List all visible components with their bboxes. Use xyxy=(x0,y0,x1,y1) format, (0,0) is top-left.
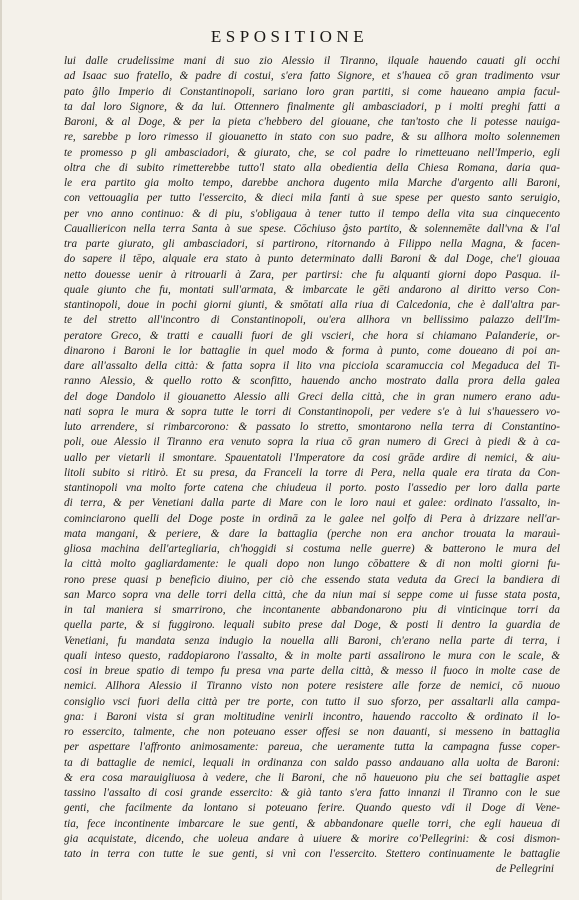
text-line: Venetiani, fu mandata senza indugio la nouella alli Baroni, ch'erano nella parte di terra, i xyxy=(64,634,560,647)
text-line: gliosa machina dell'artegliaria, ch'hoggidi si costuma nelle guerre) & batterono le mura del xyxy=(64,543,560,555)
text-line: litoli subito si ritirò. Et su presa, da Franceli la torre di Pera, nella quale era tirata da Con- xyxy=(64,466,560,479)
text-line: genti, che facilmente da lontano si poteuano ferire. Quando questo vdi il Doge di Vene- xyxy=(64,802,560,815)
text-line: consiglio vsci fuori della città per tre porte, con tutto il suo sforzo, per assaltarli alla campa- xyxy=(64,695,560,708)
text-line: in tal maniera si smarrirono, che incontanente abbandonarono piu di vinticinque torri da xyxy=(64,604,560,616)
text-line: stantinopoli vna molto forte catena che chiudeua il porto. posto l'assedio per loro dalla parte xyxy=(64,482,560,494)
text-line: cominciarono quelli del Doge poste in ordinā za le galee nel golfo di Pera à drizzare nell'ar- xyxy=(64,512,560,525)
text-line: nati sopra le mura & sopra tutte le torri di Constantinopoli, per vedere s'e à lui s'hauessero vo- xyxy=(64,405,560,418)
body-text xyxy=(64,54,560,878)
text-line: oltra che di subito rimetterebbe tutto'l stato alla obedientia della Chiesa Romana, daria qua- xyxy=(64,161,560,174)
text-line: cosi in breue spatio di tempo fu presa vna parte della città, & messo il fuoco in molte case de xyxy=(64,665,560,677)
text-line: nemici. Allhora Alessio il Tiranno visto non potere resistere alle forze de nemici, cō nuouo xyxy=(64,680,560,693)
text-line: le era partito gia molto tempo, darebbe anchora dugento mila Marche d'argento alli Baroni, xyxy=(64,177,560,189)
text-line: gia acquistate, dicendo, che uoleua andare à uiuere & morire co'Pellegrini: & cosi dismon- xyxy=(64,832,560,845)
text-line: te promesso p gli ambasciadori, & giurato, che, se col padre lo rimetteuano nell'Imperio, egli xyxy=(64,146,560,159)
text-line: rono prese quasi p beneficio diuino, per ciò che essendo stata veduta da Greci la bandiera di xyxy=(64,573,560,586)
text-line: stantinopoli, doue in pochi giorni giunti, & smōtati alla riua di Calcedonia, che è dall'altra par- xyxy=(64,299,560,311)
text-line: quali inteso questo, raddopiarono l'assalto, & in molte parti assalirono le mura con le scale, & xyxy=(64,649,560,662)
text-line: per vno anno continuo: & di piu, s'obligaua à tener tutto il tempo della vita sua cinquecento xyxy=(64,207,560,220)
text-line: Baroni, & al Doge, & per la pieta c'hebbero del giouane, che tan'tosto che li potesse nauiga- xyxy=(64,116,560,128)
text-line: tassino l'assalto di cosi grande essercito: & già tanto s'era fatto innanzi il Tiranno con le sue xyxy=(64,787,560,799)
text-line: san Marco sopra vna delle torri della città, che da niun mai si seppe come ui fusse stata posta, xyxy=(64,588,560,601)
page-left-edge xyxy=(0,0,2,900)
text-line: ro essercito, talmente, che non poteuano esser offesi se non dauanti, si messeno in battaglia xyxy=(64,726,560,738)
text-line: per aspettare l'affronto animosamente: pareua, che ueramente tutta la campagna fusse coper- xyxy=(64,741,560,754)
text-line: tia, fece incontinente imbarcare le sue genti, & abbandonare quelle torri, che egli haueua di xyxy=(64,817,560,830)
text-line: dinarono i Baroni le lor battaglie in quel modo & forma à punto, come doueano di poi an- xyxy=(64,344,560,357)
text-line: tato in terra con tutte le sue genti, si vnì con l'essercito. Stettero continuamente le battaglie xyxy=(64,848,560,860)
text-line: Caualliericon nella terra Santa à sue spese. Cōchiuso ĝsto partito, & solennemēte dall'vna & l'al xyxy=(64,222,560,235)
text-line: gna: i Baroni vista si gran moltitudine venirli incontro, hauendo raccolto & ordinato il lo- xyxy=(64,710,560,723)
text-line: luto arrendere, si rimbarcorono: & passato lo stretto, smontarono nella terra di Constantino- xyxy=(64,421,560,433)
text-line: del doge Dandolo il giouanetto Alessio alli Greci della città, che in gran numero erano adu- xyxy=(64,390,560,403)
text-line: & era cosa marauigliuosa à vedere, che li Baroni, che nō haueuono piu che sei battaglie aspet xyxy=(64,771,560,784)
text-line: uallo per vietarli il smontare. Spauentatoli l'Imperatore da cosi grāde ardire di nemici, & aiu- xyxy=(64,451,560,464)
text-line: peratore Greco, & tratti e caualli fuori de gli vscieri, che hora si chiamano Palanderie, or- xyxy=(64,329,560,342)
text-line: dare all'assalto della città: & fatta sopra il lito vna picciola scaramuccia col Megaduca del Ti- xyxy=(64,360,560,372)
text-line: con vettouaglia per tutto l'essercito, & dieci mila fanti à sue spese per questo santo seruigio, xyxy=(64,192,560,205)
text-line: poli, oue Alessio il Tiranno era venuto sopra la riua cō gran numero di Greci à piedi & à ca- xyxy=(64,436,560,449)
text-line: netto douesse uenir à ritrouarli à Zara, per partirsi: che fu alquanti giorni dopo Pasqua. il- xyxy=(64,268,560,281)
text-line: ad Isaac suo fratello, & padre di costui, s'era fatto Signore, et s'hauea cō gran tradimento vsur xyxy=(64,70,560,83)
text-line: quale giunto che fu, montati sull'armata, & imbarcate le gēti andarono al diritto verso Con- xyxy=(64,283,560,296)
text-line: de Pellegrini xyxy=(495,863,554,876)
text-line: tra parte giurato, gli ambasciadori, si partirono, ritornando à Filippo nella Magna, & facen- xyxy=(64,238,560,250)
text-line: do sapere il tēpo, alquale era stato à punto determinato dalli Baroni & dal Doge, che'l giouaa xyxy=(64,253,560,266)
text-line: mata mangani, & periere, & dare la battaglia (perche non era anchor trouata la marauì- xyxy=(64,527,560,540)
text-line: ta di battaglie de nemici, lequali in ordinanza con saldo passo andauano alla uolta de Baroni: xyxy=(64,756,560,769)
page-header: ESPOSITIONE xyxy=(210,27,369,46)
text-line: quella parte, & si fuggirono. lequali subito prese dal Doge, & posti li dentro la guardia de xyxy=(64,619,560,632)
text-line: di terra, & per Venetiani dalla parte di Mare con le loro naui et galee: ordinato l'assalto, in- xyxy=(64,497,560,510)
text-line: ranno Alessio, & quello rotto & sconfitto, hauendo ancho mostrato dalla prora della galea xyxy=(64,375,560,388)
text-line: ta dal loro Signore, & da lui. Ottennero finalmente gli ambasciadori, p i molti preghi fatti a xyxy=(64,100,560,113)
text-line: lui dalle crudelissime mani di suo zio Alessio il Tiranno, ilquale hauendo cauati gli occhi xyxy=(64,55,560,67)
text-line: te del stretto all'incontro di Constantinopoli, ou'era allhora vn bellissimo palazzo dell'Im- xyxy=(64,314,560,327)
text-line: la città molto gagliardamente: le quali dopo non lungo cōbattere & di non molti giorni fu- xyxy=(64,558,560,571)
text-line: pato ĝllo Imperio di Constantinopoli, sariano loro gran partiti, si come haueano ampia facul- xyxy=(64,85,560,98)
text-line: re, sarebbe p loro rimesso il giouanetto in stato con suo padre, & su allhora molto solennemen xyxy=(64,131,560,144)
